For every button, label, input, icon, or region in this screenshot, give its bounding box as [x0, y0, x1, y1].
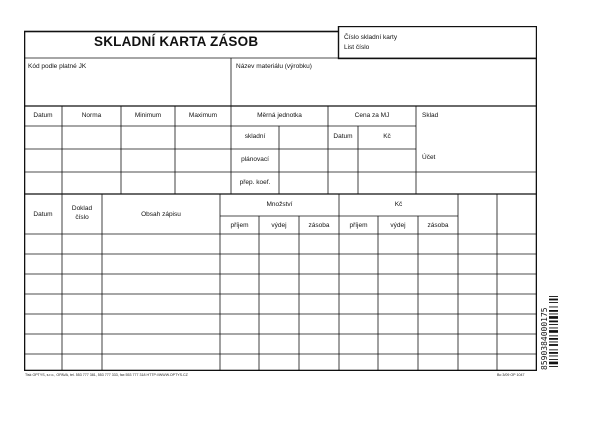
document-label: Doklad	[71, 205, 93, 212]
jk-code-label: Kód podle platné JK	[28, 63, 87, 70]
unit-planning-label: plánovací	[241, 156, 269, 163]
form-title: SKLADNÍ KARTA ZÁSOB	[94, 34, 259, 49]
form-code-footer: Bo 3/09 OP 1047	[497, 373, 525, 377]
unit-coef-label: přep. koef.	[239, 179, 271, 186]
kc-issue-label: výdej	[390, 222, 406, 229]
warehouse-label: Sklad	[422, 112, 439, 119]
kc-label: Kč	[394, 201, 403, 208]
quantity-issue-label: výdej	[271, 222, 287, 229]
quantity-label: Množství	[266, 201, 293, 208]
minimum-label: Minimum	[134, 112, 162, 119]
price-kc-label: Kč	[383, 133, 391, 140]
card-number-label: Číslo skladní karty	[344, 34, 398, 41]
account-label: Účet	[422, 154, 436, 161]
unit-storage-label: skladní	[244, 133, 266, 140]
price-date-label: Datum	[333, 133, 353, 140]
publisher-footer: Tisk OPTYS, s.r.o., OPAVA, tel. 553 777 381, 553 777 333, fax 553 777 318 HTTP://WWW.OPTYS.CZ	[25, 373, 188, 377]
barcode-digits: 8590384000175	[540, 307, 549, 370]
stock-card-form	[24, 26, 537, 371]
sheet-number-label: List číslo	[344, 44, 370, 51]
quantity-receipt-label: příjem	[230, 222, 249, 229]
kc-receipt-label: příjem	[349, 222, 368, 229]
form-grid-lines	[24, 26, 537, 371]
norm-label: Norma	[81, 112, 102, 119]
kc-stock-label: zásoba	[427, 222, 449, 229]
document-number-label: číslo	[75, 214, 89, 221]
content-label: Obsah zápisu	[141, 211, 181, 218]
unit-label: Měrná jednotka	[257, 112, 302, 119]
material-name-label: Název materiálu (výrobku)	[236, 63, 312, 70]
quantity-stock-label: zásoba	[308, 222, 330, 229]
lower-date-label: Datum	[33, 211, 53, 218]
upper-date-label: Datum	[33, 112, 53, 119]
maximum-label: Maximum	[188, 112, 218, 119]
price-label: Cena za MJ	[354, 112, 390, 119]
